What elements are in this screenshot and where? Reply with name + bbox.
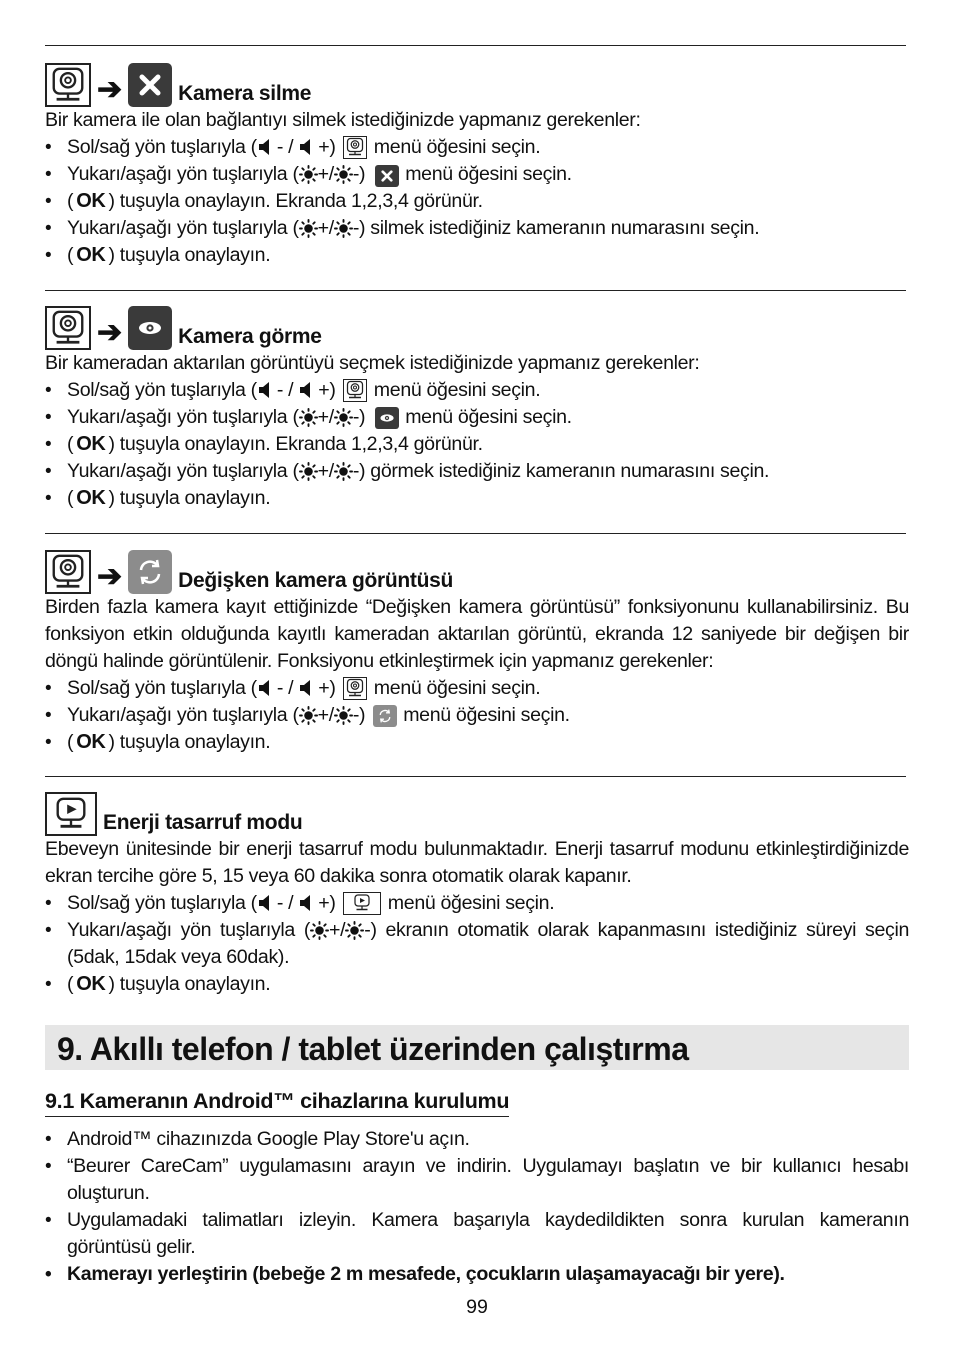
- section-title: Enerji tasarruf modu: [103, 811, 303, 834]
- minus-sign: -: [276, 677, 283, 699]
- text: menü öğesini seçin.: [387, 892, 555, 914]
- text: (: [67, 973, 74, 995]
- text: Yukarı/aşağı yön tuşlarıyla (: [67, 406, 299, 428]
- volume-down-icon: [257, 380, 277, 400]
- brightness-down-icon: [345, 921, 364, 940]
- text: Yukarı/aşağı yön tuşlarıyla (: [67, 919, 311, 941]
- list-item: • Android™ cihazınızda Google Play Store'u açın.: [45, 1126, 909, 1153]
- volume-up-icon: [298, 893, 318, 913]
- text: (: [67, 487, 74, 509]
- text: /: [328, 460, 334, 482]
- text: (: [67, 190, 74, 212]
- camera-icon: [343, 136, 367, 159]
- list-item: [45, 134, 909, 161]
- text: ): [359, 704, 366, 726]
- instruction-list: [45, 675, 909, 756]
- text: menü öğesini seçin.: [373, 379, 541, 401]
- list-item: [45, 404, 909, 431]
- arrow-right-icon: ➔: [97, 560, 123, 593]
- section-header: [45, 55, 909, 107]
- camera-icon: [343, 677, 367, 700]
- cycle-icon: [373, 705, 397, 727]
- section-title: Kamera silme: [178, 82, 312, 105]
- volume-up-icon: [298, 380, 318, 400]
- plus-sign: +: [317, 704, 329, 726]
- delete-icon: [128, 63, 172, 107]
- list-item: • Kamerayı yerleştirin (bebeğe 2 m mesafede, çocukların ulaşamayacağı bir yere).: [45, 1261, 909, 1288]
- section-degisken-kamera: [45, 542, 909, 756]
- minus-sign: -: [276, 136, 283, 158]
- list-item: [45, 242, 909, 269]
- plus-sign: +: [317, 460, 329, 482]
- minus-sign: -: [352, 163, 360, 185]
- brightness-down-icon: [334, 408, 353, 427]
- list-item: • Uygulamadaki talimatları izleyin. Kamera başarıyla kaydedildikten sonra kurulan kameranın görüntüsü gelir.: [45, 1207, 909, 1261]
- text: ) tuşuyla onaylayın.: [108, 487, 271, 509]
- section-divider: [45, 45, 906, 46]
- text: ) silmek istediğiniz kameranın numarasını seçin.: [359, 217, 760, 239]
- text: ) tuşuyla onaylayın.: [108, 731, 271, 753]
- camera-icon: [45, 550, 91, 594]
- section-enerji-tasarruf: [45, 784, 909, 998]
- text: menü öğesini seçin.: [373, 136, 541, 158]
- section-title: Değişken kamera görüntüsü: [178, 569, 454, 592]
- minus-sign: -: [352, 217, 360, 239]
- plus-sign: +: [318, 677, 330, 699]
- plus-sign: +: [318, 379, 330, 401]
- text: /: [328, 406, 334, 428]
- text: Sol/sağ yön tuşlarıyla (: [67, 892, 257, 914]
- text: ): [329, 677, 336, 699]
- android-setup-list: [45, 1126, 909, 1288]
- instruction-list: [45, 890, 909, 998]
- brightness-up-icon: [299, 462, 318, 481]
- volume-up-icon: [298, 678, 318, 698]
- section-intro: Birden fazla kamera kayıt ettiğinizde “Değişken kamera görüntüsü” fonksiyonunu kullanabilirsiniz. Bu fonksiyon etkin olduğunda kayıtlı kameradan aktarılan görüntü, ekranda 12 saniyede bir değişen bir döngü halinde görüntülenir. Fonksiyonu etkinleştirmek için yapmanız gerekenler:: [45, 596, 909, 672]
- ok-key-label: OK: [76, 973, 106, 995]
- text: ) tuşuyla onaylayın. Ekranda 1,2,3,4 görünür.: [108, 433, 483, 455]
- text: ): [329, 892, 336, 914]
- list-item: [45, 485, 909, 512]
- list-item: • “Beurer CareCam” uygulamasını arayın ve indirin. Uygulamayı başlatın ve bir kullanıcı hesabı oluşturun.: [45, 1153, 909, 1207]
- section-divider: [45, 290, 906, 291]
- text: (: [67, 433, 74, 455]
- text: Sol/sağ yön tuşlarıyla (: [67, 136, 257, 158]
- minus-sign: -: [364, 919, 371, 941]
- text: /: [283, 379, 299, 401]
- text: menü öğesini seçin.: [373, 677, 541, 699]
- text: /: [328, 163, 334, 185]
- text: Yukarı/aşağı yön tuşlarıyla (: [67, 704, 299, 726]
- list-item: [45, 702, 909, 729]
- cycle-icon: [128, 550, 172, 594]
- eye-icon: [128, 306, 172, 350]
- chapter-heading-band: [45, 1025, 909, 1070]
- section-divider: [45, 776, 906, 777]
- subsection-title: 9.1 Kameranın Android™ cihazlarına kurulumu: [45, 1088, 509, 1117]
- list-item: [45, 431, 909, 458]
- brightness-up-icon: [299, 219, 318, 238]
- plus-sign: +: [317, 217, 329, 239]
- section-kamera-gorme: [45, 298, 909, 512]
- delete-icon: [375, 165, 399, 187]
- list-item: [45, 188, 909, 215]
- plus-sign: +: [318, 892, 330, 914]
- section-intro: Bir kamera ile olan bağlantıyı silmek istediğinizde yapmanız gerekenler:: [45, 109, 641, 131]
- text: /: [283, 892, 299, 914]
- text: ) tuşuyla onaylayın. Ekranda 1,2,3,4 görünür.: [108, 190, 483, 212]
- section-divider: [45, 533, 906, 534]
- monitor-icon: [45, 792, 97, 836]
- text: (: [67, 731, 74, 753]
- text: Yukarı/aşağı yön tuşlarıyla (: [67, 163, 299, 185]
- section-header: [45, 784, 909, 836]
- text: ): [359, 163, 366, 185]
- text: /: [283, 136, 299, 158]
- text: /: [283, 677, 299, 699]
- camera-icon: [343, 379, 367, 402]
- minus-sign: -: [276, 892, 283, 914]
- text: Sol/sağ yön tuşlarıyla (: [67, 677, 257, 699]
- list-item: [45, 971, 909, 998]
- section-intro: Bir kameradan aktarılan görüntüyü seçmek istediğinizde yapmanız gerekenler:: [45, 352, 700, 374]
- text: menü öğesini seçin.: [405, 406, 572, 428]
- text: /: [328, 217, 334, 239]
- list-item: [45, 458, 909, 485]
- list-item: [45, 890, 909, 917]
- brightness-down-icon: [334, 165, 353, 184]
- ok-key-label: OK: [76, 190, 106, 212]
- text: /: [328, 704, 334, 726]
- text: Yukarı/aşağı yön tuşlarıyla (: [67, 460, 299, 482]
- plus-sign: +: [317, 163, 329, 185]
- text: ): [329, 136, 336, 158]
- brightness-up-icon: [299, 706, 318, 725]
- list-item: [45, 161, 909, 188]
- brightness-up-icon: [299, 165, 318, 184]
- text: ) görmek istediğiniz kameranın numarasını seçin.: [359, 460, 770, 482]
- list-item: [45, 675, 909, 702]
- arrow-right-icon: ➔: [97, 73, 123, 106]
- minus-sign: -: [276, 379, 283, 401]
- camera-icon: [45, 63, 91, 107]
- ok-key-label: OK: [76, 244, 106, 266]
- brightness-down-icon: [334, 462, 353, 481]
- text: ) tuşuyla onaylayın.: [108, 244, 271, 266]
- text: (: [67, 244, 74, 266]
- brightness-down-icon: [334, 219, 353, 238]
- text: ) ekranın otomatik olarak kapanmasını istediğiniz süreyi seçin (5dak, 15dak veya 60dak).: [67, 919, 910, 968]
- ok-key-label: OK: [76, 433, 106, 455]
- plus-sign: +: [329, 919, 341, 941]
- volume-down-icon: [257, 678, 277, 698]
- text: Sol/sağ yön tuşlarıyla (: [67, 379, 257, 401]
- list-item: [45, 729, 909, 756]
- list-item: [45, 215, 909, 242]
- text: ) tuşuyla onaylayın.: [108, 973, 271, 995]
- minus-sign: -: [352, 704, 360, 726]
- eye-icon: [375, 407, 399, 429]
- page-number: 99: [466, 1296, 488, 1318]
- list-item: [45, 377, 909, 404]
- section-header: [45, 542, 909, 594]
- plus-sign: +: [318, 136, 330, 158]
- monitor-icon: [343, 892, 381, 915]
- section-kamera-silme: [45, 55, 909, 269]
- volume-down-icon: [257, 893, 277, 913]
- camera-icon: [45, 306, 91, 350]
- ok-key-label: OK: [76, 731, 106, 753]
- instruction-list: [45, 134, 909, 269]
- text: Yukarı/aşağı yön tuşlarıyla (: [67, 217, 299, 239]
- text: menü öğesini seçin.: [403, 704, 570, 726]
- minus-sign: -: [352, 406, 360, 428]
- section-intro: Ebeveyn ünitesinde bir enerji tasarruf modu bulunmaktadır. Enerji tasarruf modunu etkinleştirdiğinizde ekran tercihe göre 5, 15 veya 60 dakika sonra otomatik olarak kapanır.: [45, 838, 909, 887]
- chapter-title: 9. Akıllı telefon / tablet üzerinden çalıştırma: [57, 1031, 689, 1067]
- section-header: [45, 298, 909, 350]
- text: ): [359, 406, 366, 428]
- text: ): [329, 379, 336, 401]
- instruction-list: [45, 377, 909, 512]
- volume-up-icon: [298, 137, 318, 157]
- arrow-right-icon: ➔: [97, 316, 123, 349]
- plus-sign: +: [317, 406, 329, 428]
- brightness-up-icon: [299, 408, 318, 427]
- minus-sign: -: [352, 460, 360, 482]
- list-item: [45, 917, 909, 971]
- brightness-up-icon: [310, 921, 329, 940]
- brightness-down-icon: [334, 706, 353, 725]
- ok-key-label: OK: [76, 487, 106, 509]
- section-title: Kamera görme: [178, 325, 322, 348]
- volume-down-icon: [257, 137, 277, 157]
- text: /: [340, 919, 346, 941]
- text: menü öğesini seçin.: [405, 163, 572, 185]
